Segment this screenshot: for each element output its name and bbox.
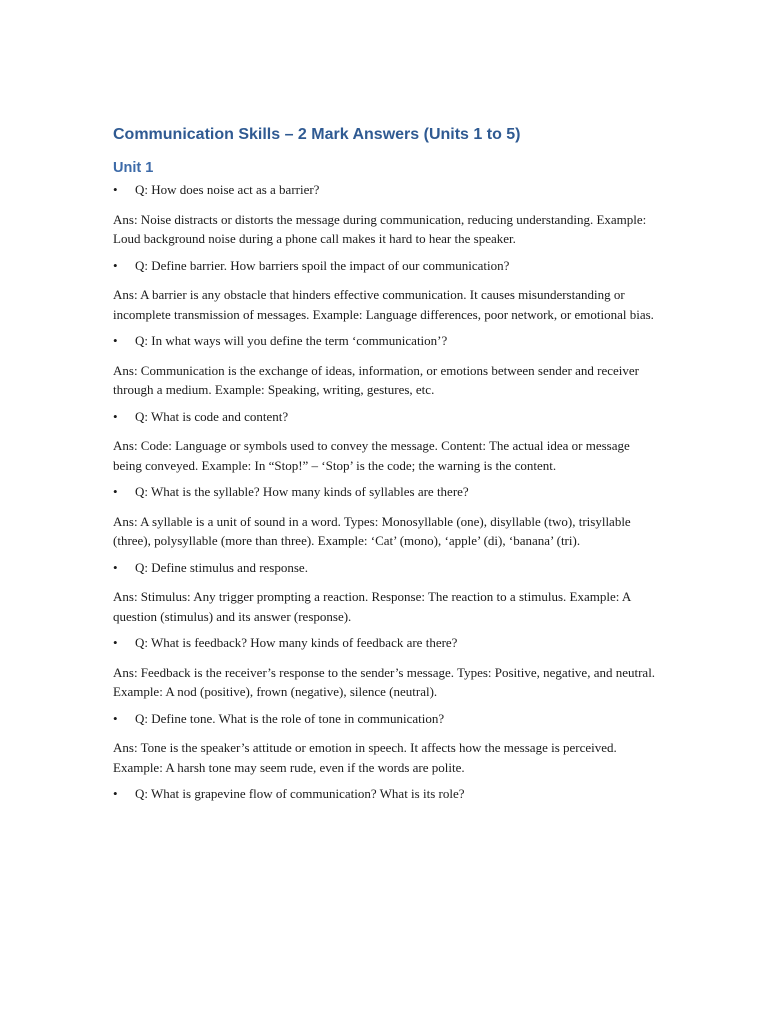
bullet-icon: •	[113, 559, 118, 575]
bullet-icon: •	[113, 786, 118, 801]
question-bullet-item	[113, 709, 658, 729]
question-text: Q: In what ways will you define the term ‘communication’?	[135, 333, 448, 348]
question-bullet-item	[113, 633, 658, 653]
answer-text: Ans: A syllable is a unit of sound in a word. Types: Monosyllable (one), disyllable (two), trisyllable (three), polysyllable (more than three). Example: ‘Cat’ (mono), ‘apple’ (di), ‘banana’ (tri).	[113, 513, 631, 548]
question-bullet-item	[113, 256, 658, 276]
qa-item	[113, 482, 658, 551]
qa-item	[113, 633, 658, 702]
question-text: Q: What is grapevine flow of communication? What is its role?	[135, 786, 465, 801]
qa-item	[113, 709, 658, 778]
answer-text: Ans: A barrier is any obstacle that hinders effective communication. It causes misunderstanding or incomplete transmission of messages. Example: Language differences, poor network, or emotional bias.	[113, 287, 654, 322]
answer-text: Ans: Stimulus: Any trigger prompting a reaction. Response: The reaction to a stimulus. Example: A question (stimulus) and its answer (response).	[113, 589, 631, 624]
question-text: Q: Define stimulus and response.	[135, 559, 308, 575]
bullet-icon: •	[113, 408, 118, 424]
answer-text: Ans: Tone is the speaker’s attitude or emotion in speech. It affects how the message is perceived. Example: A harsh tone may seem rude, even if the words are polite.	[113, 740, 617, 775]
answer-text: Ans: Code: Language or symbols used to convey the message. Content: The actual idea or message being conveyed. Example: In “Stop!” – ‘Stop’ is the code; the warning is the content.	[113, 438, 630, 473]
qa-item	[113, 407, 658, 476]
unit-heading: Unit 1	[113, 160, 154, 176]
question-text: Q: Define tone. What is the role of tone in communication?	[135, 710, 445, 726]
qa-item	[113, 558, 658, 627]
bullet-icon: •	[113, 333, 118, 348]
question-bullet-item	[113, 407, 658, 427]
bullet-icon: •	[113, 635, 118, 650]
question-bullet-item	[113, 558, 658, 578]
answer-text: Ans: Feedback is the receiver’s response to the sender’s message. Types: Positive, negative, and neutral. Example: A nod (positive), frown (negative), silence (neutral).	[113, 664, 656, 699]
bullet-icon: •	[113, 257, 118, 273]
qa-list	[113, 180, 658, 804]
qa-item	[113, 256, 658, 325]
document-title: Communication Skills – 2 Mark Answers (Units 1 to 5)	[113, 126, 521, 143]
bullet-icon: •	[113, 710, 118, 726]
question-bullet-item	[113, 482, 658, 502]
question-bullet-item	[113, 784, 658, 804]
answer-text: Ans: Noise distracts or distorts the message during communication, reducing understanding. Example: Loud background noise during a phone call makes it hard to hear the speaker.	[113, 211, 647, 246]
qa-item	[113, 784, 658, 804]
question-text: Q: Define barrier. How barriers spoil the impact of our communication?	[135, 257, 510, 273]
bullet-icon: •	[113, 182, 118, 197]
question-text: Q: How does noise act as a barrier?	[135, 182, 320, 197]
answer-text: Ans: Communication is the exchange of ideas, information, or emotions between sender and receiver through a medium. Example: Speaking, writing, gestures, etc.	[113, 362, 639, 397]
document-page	[113, 124, 658, 814]
question-bullet-item	[113, 331, 658, 351]
qa-item	[113, 180, 658, 249]
bullet-icon: •	[113, 484, 118, 499]
question-text: Q: What is code and content?	[135, 408, 289, 424]
question-text: Q: What is the syllable? How many kinds of syllables are there?	[135, 484, 469, 499]
question-text: Q: What is feedback? How many kinds of feedback are there?	[135, 635, 458, 650]
qa-item	[113, 331, 658, 400]
question-bullet-item	[113, 180, 658, 200]
